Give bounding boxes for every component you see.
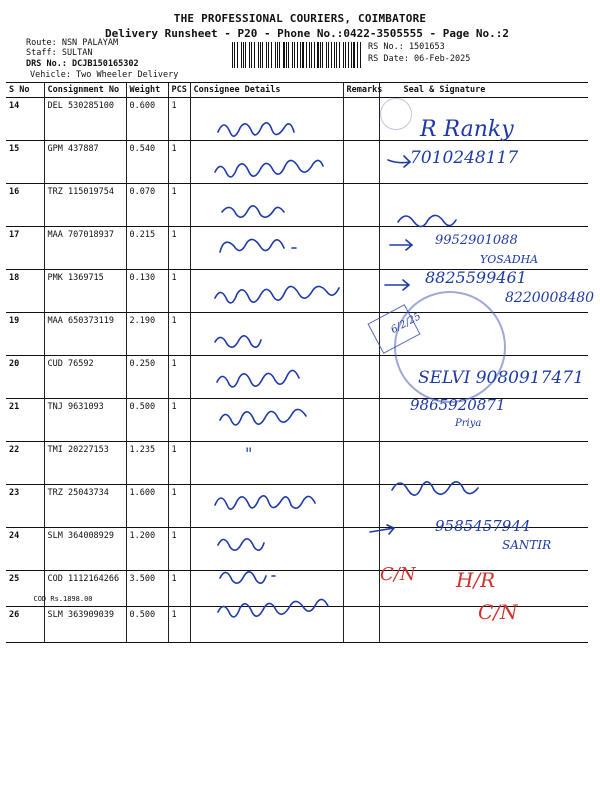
tamil-name-14 — [218, 123, 294, 136]
weight-cell-text: 1.600 — [129, 488, 156, 498]
name-24: SANTIR — [502, 538, 552, 552]
weight-cell-text: 0.070 — [129, 187, 156, 197]
pcs-cell-text: 1 — [171, 531, 177, 541]
consignment-cell-text: TRZ 25043734 — [47, 488, 109, 498]
pcs-cell-text: 1 — [171, 316, 177, 326]
tamil-name-25 — [218, 539, 264, 550]
drs-number: DRS No.: DCJB150165302 — [26, 59, 139, 69]
vehicle-label: Vehicle: Two Wheeler Delivery — [30, 70, 179, 80]
consignment-cell-text: CUD 76592 — [47, 359, 94, 369]
col-seal-signature: Seal & Signature — [379, 83, 588, 98]
consignment-cell-text: PMK 1369715 — [47, 273, 104, 283]
phone-20: SELVI 9080917471 — [418, 368, 584, 388]
rs-number: RS No.: 1501653 — [368, 42, 445, 52]
consignment-cell-text: TRZ 115019754 — [47, 187, 115, 197]
sno-cell-text: 26 — [9, 610, 20, 620]
sno-cell-text: 21 — [9, 402, 20, 412]
sno-cell-text: 22 — [9, 445, 20, 455]
weight-cell-text: 0.130 — [129, 273, 156, 283]
phone-17: 9952901088 — [435, 233, 518, 248]
tamil-name-21 — [217, 370, 299, 386]
sno-cell-text: 15 — [9, 144, 20, 154]
sno-cell-text: 18 — [9, 273, 20, 283]
sig-arrow-18 — [385, 280, 409, 290]
weight-cell-text: 0.500 — [129, 402, 156, 412]
tamil-name-27 — [218, 599, 328, 616]
weight-cell-text: 0.600 — [129, 101, 156, 111]
weight-cell-text: 0.215 — [129, 230, 156, 240]
pcs-cell-text: 1 — [171, 187, 177, 197]
consignment-cell-text: TNJ 9631093 — [47, 402, 104, 412]
company-title: THE PROFESSIONAL COURIERS, COIMBATORE — [173, 12, 427, 25]
sno-cell-text: 20 — [9, 359, 20, 369]
remark-25-hr: H/R — [456, 568, 496, 592]
signature-15: 7010248117 — [410, 148, 519, 168]
tamil-name-15 — [215, 160, 323, 176]
tamil-name-16 — [222, 206, 284, 217]
phone-24: 9585457944 — [435, 517, 531, 535]
pcs-cell-text: 1 — [171, 610, 177, 620]
col-consignment: Consignment No — [44, 83, 126, 98]
remark-26-cn: C/N — [478, 600, 518, 624]
name-17: YOSADHA — [480, 253, 539, 266]
consignment-cell-text: COD 1112164266 — [47, 574, 120, 584]
route-label: Route: NSN PALAYAM — [26, 38, 119, 48]
col-consignee: Consignee Details — [190, 83, 343, 98]
remark-25-cn: C/N — [380, 564, 416, 585]
pcs-cell-text: 1 — [171, 144, 177, 154]
consignment-cell-text: TMI 20227153 — [47, 445, 109, 455]
rs-date: RS Date: 06-Feb-2025 — [368, 54, 471, 64]
pcs-cell-text: 1 — [171, 230, 177, 240]
pcs-cell-text: 1 — [171, 402, 177, 412]
weight-cell-text: 0.540 — [129, 144, 156, 154]
pcs-cell-text: 1 — [171, 445, 177, 455]
sig-arrow-15 — [388, 156, 410, 167]
tamil-name-18 — [215, 286, 339, 302]
consignment-cell-text: MAA 707018937 — [47, 230, 115, 240]
staff-label: Staff: SULTAN — [26, 48, 93, 58]
stamp-date: 6/2/25 — [389, 311, 423, 336]
weight-cell-text: 3.500 — [129, 574, 156, 584]
tamil-name-22 — [220, 409, 306, 424]
col-sno: S No — [6, 83, 44, 98]
col-remarks: Remarks — [343, 83, 379, 98]
signature-14: R Ranky — [420, 117, 514, 142]
sno-cell-text: 16 — [9, 187, 20, 197]
consignment-cell-text: SLM 364008929 — [47, 531, 115, 541]
col-weight: Weight — [126, 83, 168, 98]
phone-21: 9865920871 — [410, 396, 506, 414]
ditto-mark-22: " — [245, 444, 253, 463]
cod-amount: COD Rs.1898.00 — [33, 595, 93, 603]
pcs-cell-text: 1 — [171, 101, 177, 111]
sig-arrow-24 — [370, 525, 394, 534]
sno-cell-text: 17 — [9, 230, 20, 240]
sig-16 — [398, 215, 456, 226]
consignment-cell-text: MAA 650373119 — [47, 316, 115, 326]
sig-24 — [392, 482, 478, 495]
pcs-cell-text: 1 — [171, 359, 177, 369]
sno-cell-text: 23 — [9, 488, 20, 498]
sno-cell-text: 19 — [9, 316, 20, 326]
consignment-cell-text: SLM 363909039 — [47, 610, 115, 620]
consignment-cell-text: GPM 437887 — [47, 144, 99, 154]
weight-cell-text: 1.235 — [129, 445, 156, 455]
pcs-cell-text: 1 — [171, 273, 177, 283]
tamil-name-17 — [220, 239, 296, 252]
sno-cell-text: 25 — [9, 574, 20, 584]
name-21: Priya — [455, 418, 482, 429]
weight-cell-text: 0.500 — [129, 610, 156, 620]
sno-cell-text: 14 — [9, 101, 20, 111]
phone-18b: 8220008480 — [505, 290, 595, 306]
sno-cell-text: 24 — [9, 531, 20, 541]
phone-18: 8825599461 — [425, 268, 527, 287]
tamil-name-26 — [220, 572, 275, 583]
col-pcs: PCS — [168, 83, 190, 98]
pcs-cell-text: 1 — [171, 488, 177, 498]
weight-cell-text: 0.250 — [129, 359, 156, 369]
sig-arrow-17 — [390, 240, 412, 250]
pcs-cell-text: 1 — [171, 574, 177, 584]
consignment-cell-text: DEL 530285100 — [47, 101, 115, 111]
tamil-name-24 — [215, 496, 315, 509]
runsheet-title: Delivery Runsheet - P20 - Phone No.:0422-3505555 - Page No.:2 — [105, 27, 509, 40]
weight-cell-text: 2.190 — [129, 316, 156, 326]
weight-cell-text: 1.200 — [129, 531, 156, 541]
tamil-name-20 — [215, 336, 261, 347]
